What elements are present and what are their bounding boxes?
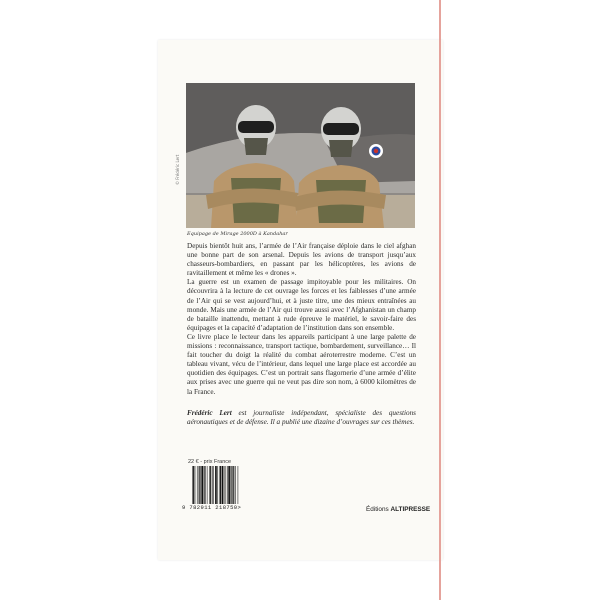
barcode-bar	[228, 466, 230, 504]
isbn-digits: 9 782911 218750	[182, 504, 238, 511]
barcode-bar	[232, 466, 233, 504]
blurb-paragraph: Depuis bientôt huit ans, l’armée de l’Air française déploie dans le ciel afghan une bonne part de son arsenal. Depuis les avions de transport jusqu’aux chasseurs-bombardiers, en passant par les hélicoptères, les avions de ravitaillement et même les « drones ».	[187, 242, 416, 278]
photo-credit: © Frédéric Lert	[175, 154, 180, 185]
barcode-bar	[226, 466, 227, 504]
publisher-brand: ALTIPRESSE	[390, 506, 431, 513]
barcode-bar	[205, 466, 206, 504]
barcode-bar	[217, 466, 218, 504]
isbn-barcode	[190, 466, 262, 508]
barcode-bar	[215, 466, 217, 504]
barcode-bar	[222, 466, 224, 504]
author-bio-text: est journaliste indépendant, spécialiste des questions aéronautiques et de défense. Il a publié une dizaine d’ouvrages sur ces thèmes.	[187, 409, 416, 427]
barcode-bar	[233, 466, 234, 504]
barcode-bar	[231, 466, 232, 504]
photo-caption: Equipage de Mirage 2000D à Kandahar	[187, 231, 288, 237]
publisher-prefix: Éditions	[366, 506, 391, 513]
barcode-bar	[200, 466, 201, 504]
price-label: 22 € - prix France	[188, 459, 232, 465]
barcode-bar	[209, 466, 210, 504]
barcode-bar	[213, 466, 214, 504]
isbn-number	[182, 504, 272, 511]
author-bio	[187, 409, 416, 427]
blurb-paragraph: La guerre est un examen de passage impitoyable pour les militaires. On découvrira à la lecture de cet ouvrage les forces et les faiblesses d’une armée de l’Air qui se vest aujourd’hui, et à juste titre, une des mieux entraînées au monde. Mais une armée de l’Air qui trouve aussi avec l’Afghanistan un champ de bataille inattendu, mettant à rude épreuve le matériel, le savoir-faire des équipages et la capacité d’adaptation de l’institution dans son ensemble.	[187, 278, 416, 332]
barcode-bar	[227, 466, 228, 504]
cover-photo	[186, 83, 415, 228]
barcode-bar	[192, 466, 193, 504]
page-edge-rule	[439, 0, 441, 600]
author-name: Frédéric Lert	[187, 409, 232, 417]
barcode-bar	[197, 466, 198, 504]
barcode-bar	[204, 466, 205, 504]
barcode-bar	[210, 466, 211, 504]
blurb-paragraph: Ce livre place le lecteur dans les appareils participant à une large palette de missions : reconnaissance, transport tactique, bombardement, surveillance… Il fait toucher du doigt la réalité du combat aéroterrestre moderne. C’est un tableau vivant, vécu de l’intérieur, dans lequel une large place est accordée au quotidien des équipages. C’est un portrait sans flagornerie d’une armée d’élite aux prises avec une guerre qui ne veut pas dire son nom, à 6000 kilomètres de la France.	[187, 332, 416, 396]
barcode-bar	[193, 466, 194, 504]
barcode-bar	[207, 466, 208, 504]
barcode-bar	[224, 466, 225, 504]
barcode-bar	[220, 466, 221, 504]
publisher-name	[366, 506, 430, 513]
barcode-bar	[199, 466, 200, 504]
barcode-bar	[201, 466, 203, 504]
barcode-bar	[238, 466, 239, 504]
barcode-bar	[235, 466, 236, 504]
barcode-bar	[195, 466, 196, 504]
isbn-suffix: >	[237, 504, 242, 511]
barcode-bar	[212, 466, 213, 504]
barcode-bar	[219, 466, 220, 504]
blurb-text	[187, 242, 416, 397]
